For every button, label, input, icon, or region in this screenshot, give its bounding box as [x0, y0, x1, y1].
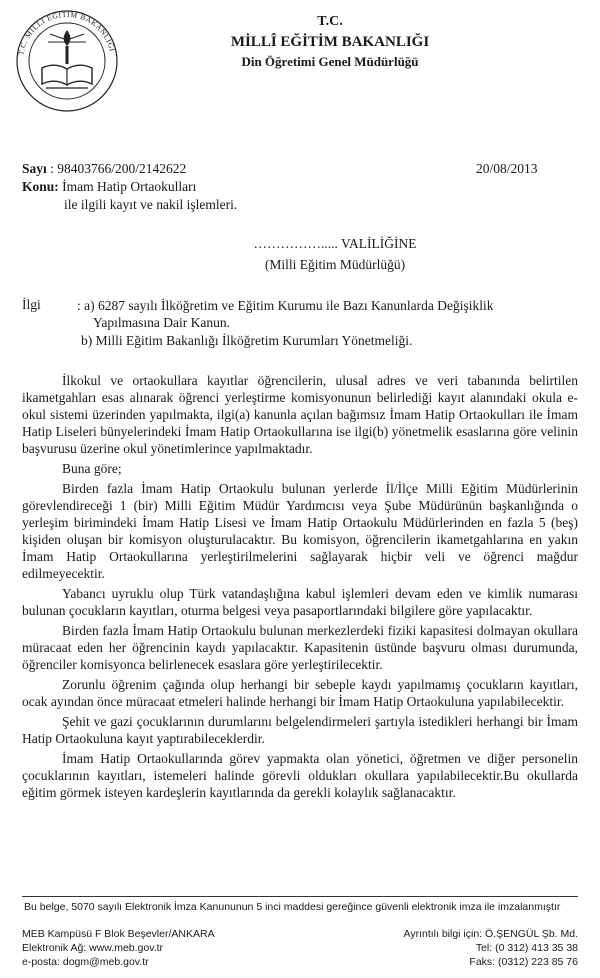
addressee-line1: ……………..... VALİLİĞİNE: [253, 236, 417, 251]
ilgi-a-line2: Yapılmasına Dair Kanun.: [93, 315, 230, 330]
body-paragraph: Buna göre;: [62, 461, 122, 476]
svg-text:T.C. MİLLÎ EĞİTİM BAKANLIĞI: T.C. MİLLÎ EĞİTİM BAKANLIĞI: [16, 9, 117, 56]
body-paragraph: Birden fazla İmam Hatip Ortaokulu bulunan yerlerde İl/İlçe Milli Eğitim Müdürlerinin görevlendireceği 1 (bir) Milli Eğitim Müdür Yardımcısı veya Şube Müdürünün başkanlığında o yerleşim birimindeki İmam Hatip Lisesi ve İmam Hatip Ortaokulu Müdürlerinden en fazla 5 (beş) kişiden oluşan bir komisyon oluşturulacaktır. Bu komisyon, öğrencilerin ikametgahlarına en yakın İmam Hatip Ortaokullarına yerleştirilmelerini sağlayarak hiçbir veli ve öğrenci mağdur edilmeyecektir.: [22, 481, 578, 581]
body-paragraph: Şehit ve gazi çocuklarının durumlarını belgelendirmeleri şartıyla istedikleri herhangi bir İmam Hatip Ortaokuluna kayıt yaptırabileceklerdir.: [22, 714, 578, 746]
footer-address-block: [22, 927, 215, 969]
ilgi-b: b) Milli Eğitim Bakanlığı İlköğretim Kurumları Yönetmeliği.: [81, 333, 413, 348]
body-paragraph: Birden fazla İmam Hatip Ortaokulu bulunan merkezlerdeki fiziki kapasitesi dolmayan okullara müracaat eden her öğrencinin kaydı yapılacaktır. Kapasitenin üstünde başvuru olması durumunda, öğrenciler komisyonca belirlenecek esaslara göre yerleştirilecektir.: [22, 623, 578, 672]
konu-line2: ile ilgili kayıt ve nakil işlemleri.: [64, 197, 238, 212]
esignature-notice: Bu belge, 5070 sayılı Elektronik İmza Kanununun 5 inci maddesi gereğince güvenli elektronik imza ile imzalanmıştır: [24, 901, 561, 913]
subject: [22, 179, 196, 195]
addressee-line2: (Milli Eğitim Müdürlüğü): [264, 257, 406, 272]
footer-divider: [22, 896, 578, 897]
ilgi-label: İlgi: [22, 297, 41, 312]
footer-tel: Tel: (0 312) 413 35 38: [475, 942, 578, 954]
reference-number: [22, 161, 186, 177]
footer-email: e-posta: dogm@meb.gov.tr: [22, 956, 149, 968]
footer-fax: Faks: (0312) 223 85 76: [469, 956, 578, 968]
document-date: 20/08/2013: [476, 161, 538, 176]
sayi-value: : 98403766/200/2142622: [50, 161, 187, 176]
ministry-logo-icon: [12, 6, 122, 116]
footer-address: MEB Kampüsü F Blok Beşevler/ANKARA: [22, 928, 215, 940]
header-directorate: Din Öğretimi Genel Müdürlüğü: [241, 54, 419, 69]
body-paragraph: İlkokul ve ortaokullara kayıtlar öğrencilerin, ulusal adres ve veri tabanında belirtilen ikametgahları esas alınarak öğrenci yerleştirme komisyonunun belirlediği kayıt alanındaki okula e-okul sistemi üzerinden yapılmakta, ilgi(a) kanunla açılan bağımsız İmam Hatip Ortaokulları ile İmam Hatip Liseleri bünyelerindeki İmam Hatip Ortaokullarına ise ilgi(b) yönetmelik esaslarına göre velinin başvurusu üzerine okul yönetimlerince yapılmaktadır.: [22, 373, 578, 456]
letter-body: [22, 372, 578, 804]
body-paragraph: Yabancı uyruklu olup Türk vatandaşlığına kabul işlemleri devam eden ve kimlik numarası bulunan çocukların kayıtları, oturma belgesi veya pasaportlarındaki bilgilere göre yapılacaktır.: [22, 586, 578, 618]
body-paragraph: İmam Hatip Ortaokullarında görev yapmakta olan yönetici, öğretmen ve diğer personelin çocuklarının kayıtları, istemeleri halinde görevli oldukları okullara yapılabilecektir.Bu okullarda eğitim görmek isteyen kardeşlerin kayıtlarında da gerekli kolaylık sağlanacaktır.: [22, 751, 578, 800]
konu-line1: İmam Hatip Ortaokulları: [62, 179, 197, 194]
footer-web: Elektronik Ağ: www.meb.gov.tr: [22, 942, 164, 954]
sayi-label: Sayı: [22, 161, 47, 176]
footer-contact-block: [362, 927, 578, 969]
body-paragraph: Zorunlu öğrenim çağında olup herhangi bir sebeple kaydı yapılmamış çocukların kayıtları, ocak ayından önce müracaat etmeleri halinde herhangi bir İmam Hatip Ortaokuluna yapılabilecektir.: [22, 677, 578, 709]
konu-label: Konu:: [22, 179, 59, 194]
footer-contact: Ayrıntılı bilgi için: Ö.ŞENGÜL Şb. Md.: [403, 928, 578, 940]
ilgi-a-line1: : a) 6287 sayılı İlköğretim ve Eğitim Kurumu ile Bazı Kanunlarda Değişiklik: [77, 298, 494, 313]
header-tc: T.C.: [317, 14, 343, 29]
header-ministry: MİLLÎ EĞİTİM BAKANLIĞI: [230, 34, 430, 50]
